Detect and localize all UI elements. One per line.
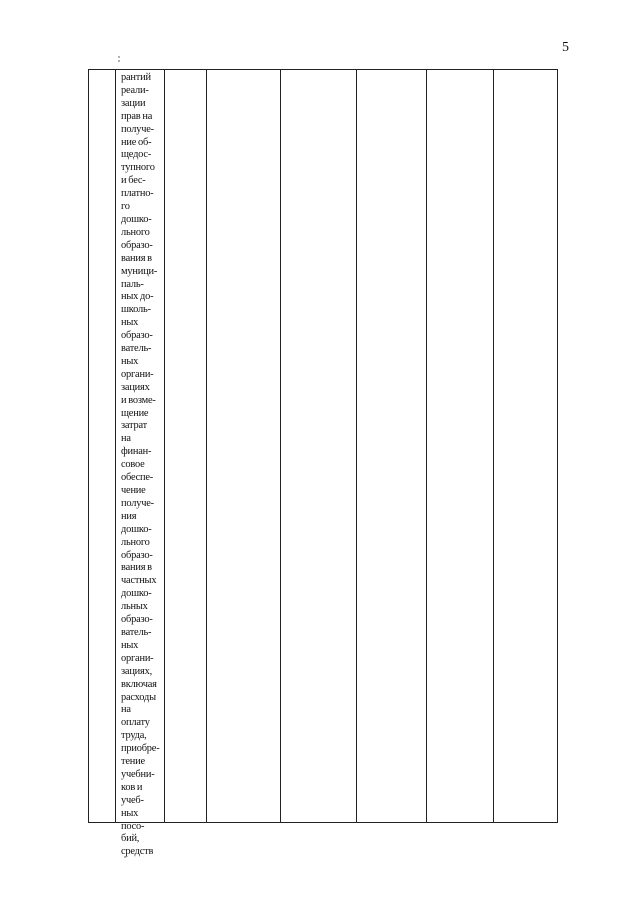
scan-speck (118, 56, 120, 58)
cell-text-line: ных до- (121, 291, 154, 303)
cell-text-line: льного (121, 226, 150, 238)
page-number: 5 (562, 40, 569, 55)
cell-text-line: средств (121, 846, 154, 858)
cell-text-line: на (121, 704, 131, 716)
cell-text-line: на (121, 433, 131, 445)
cell-text-line: ватель- (121, 343, 152, 355)
cell-text-line: зации (121, 97, 146, 109)
column-divider (206, 70, 207, 822)
cell-text-line: зациях, (121, 665, 153, 677)
cell-text-line: ватель- (121, 626, 152, 638)
description-cell-text (121, 72, 165, 859)
cell-text-line: тупного (121, 162, 155, 174)
cell-text-line: паль- (121, 278, 144, 290)
cell-text-line: реали- (121, 84, 149, 96)
cell-text-line: учебни- (121, 768, 155, 780)
cell-text-line: и бес- (121, 175, 146, 187)
cell-text-line: образо- (121, 330, 153, 342)
cell-text-line: дошко- (121, 213, 152, 225)
cell-text-line: финан- (121, 446, 152, 458)
cell-text-line: совое (121, 459, 145, 471)
scan-speck (118, 60, 120, 62)
cell-text-line: образо- (121, 614, 153, 626)
cell-text-line: труда, (121, 730, 147, 742)
cell-text-line: органи- (121, 652, 154, 664)
cell-text-line: ния (121, 510, 137, 522)
column-divider (426, 70, 427, 822)
cell-text-line: щение (121, 407, 149, 419)
cell-text-line: тение (121, 756, 145, 768)
cell-text-line: вания в (121, 252, 152, 264)
cell-text-line: льного (121, 536, 150, 548)
cell-text-line: ние об- (121, 136, 152, 148)
cell-text-line: го (121, 201, 130, 213)
cell-text-line: получе- (121, 123, 154, 135)
column-divider (356, 70, 357, 822)
cell-text-line: оплату (121, 717, 150, 729)
cell-text-line: школь- (121, 304, 151, 316)
cell-text-line: щедос- (121, 149, 152, 161)
cell-text-line: образо- (121, 239, 153, 251)
column-divider (280, 70, 281, 822)
cell-text-line: ных (121, 355, 139, 367)
cell-text-line: приобре- (121, 743, 160, 755)
cell-text-line: ных (121, 807, 139, 819)
cell-text-line: вания в (121, 562, 152, 574)
cell-text-line: и возме- (121, 394, 156, 406)
cell-text-line: ных (121, 317, 139, 329)
column-divider (115, 70, 116, 822)
cell-text-line: ных (121, 639, 139, 651)
cell-text-line: бий, (121, 833, 140, 845)
cell-text-line: получе- (121, 497, 154, 509)
cell-text-line: включая (121, 678, 157, 690)
cell-text-line: обеспе- (121, 472, 154, 484)
cell-text-line: образо- (121, 549, 153, 561)
column-divider (493, 70, 494, 822)
cell-text-line: прав на (121, 110, 153, 122)
cell-text-line: дошко- (121, 588, 152, 600)
cell-text-line: льных (121, 601, 148, 613)
cell-text-line: платно- (121, 188, 154, 200)
cell-text-line: органи- (121, 368, 154, 380)
cell-text-line: рантий (121, 72, 151, 83)
cell-text-line: затрат (121, 420, 147, 432)
cell-text-line: посо- (121, 820, 145, 832)
cell-text-line: учеб- (121, 794, 144, 806)
cell-text-line: чение (121, 485, 146, 496)
cell-text-line: муници- (121, 265, 158, 277)
cell-text-line: частных (121, 575, 157, 587)
cell-text-line: расходы (121, 691, 156, 703)
cell-text-line: ков и (121, 781, 143, 793)
cell-text-line: зациях (121, 381, 150, 393)
cell-text-line: дошко- (121, 523, 152, 535)
table-frame (88, 69, 558, 858)
